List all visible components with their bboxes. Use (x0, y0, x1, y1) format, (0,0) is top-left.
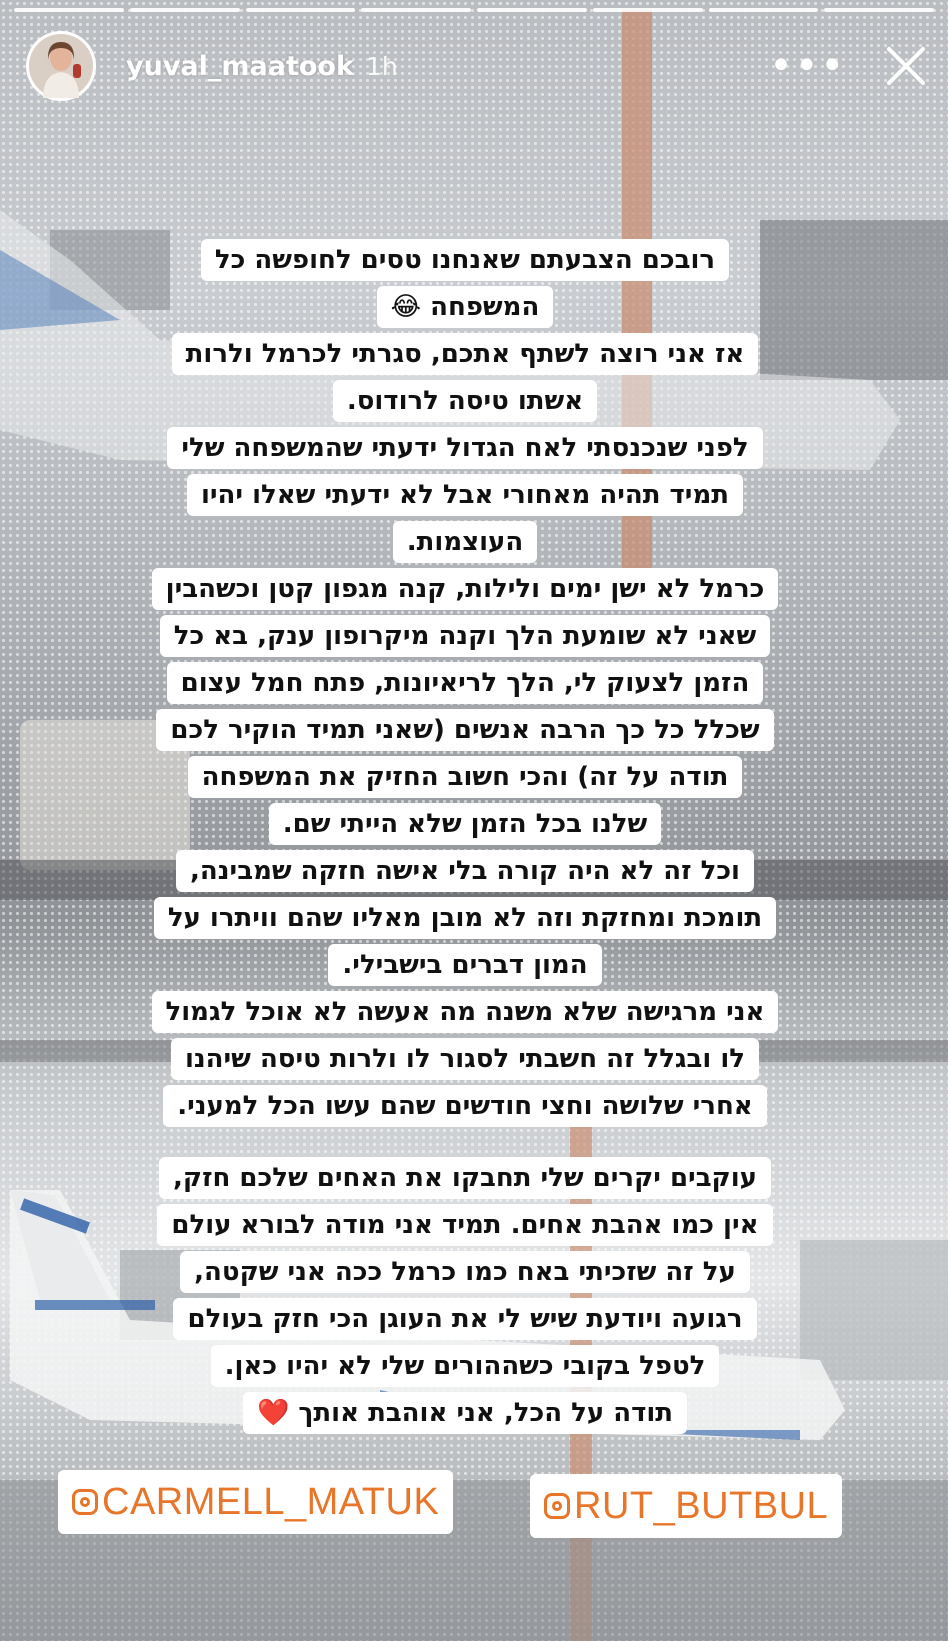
text-line: לטפל בקובי כשההורים שלי לא יהיו כאן. (211, 1345, 720, 1387)
text-line: אז אני רוצה לשתף אתכם, סגרתי לכרמל ולרות (172, 333, 759, 375)
progress-segment (477, 8, 587, 12)
text-line: לו ובגלל זה חשבתי לסגור לו ולרות טיסה שיהנו (171, 1038, 759, 1080)
post-time: 1h (365, 51, 398, 81)
text-line: הזמן לצעוק לי, הלך לריאיונות, פתח חמל עצום (167, 662, 764, 704)
text-line: רגועה ויודעת שיש לי את העוגן הכי חזק בעולם (173, 1298, 756, 1340)
story-header (26, 34, 928, 98)
text-line: העוצמות. (393, 521, 537, 563)
mention-sticker-left[interactable] (58, 1470, 453, 1534)
instagram-mention-icon (72, 1489, 98, 1515)
close-icon[interactable] (884, 44, 928, 88)
progress-segment (361, 8, 471, 12)
text-line: תמיד תהיה מאחורי אבל לא ידעתי שאלו יהיו (187, 474, 743, 516)
text-line: עוקבים יקרים שלי תחבקו את האחים שלכם חזק, (159, 1157, 771, 1199)
text-line: תודה על הכל, אני אוהבת אותך ❤️ (243, 1392, 687, 1434)
text-line: רובכם הצבעתם שאנחנו טסים לחופשה כל (201, 239, 729, 281)
mention-username: RUT_BUTBUL (574, 1484, 829, 1527)
text-line: תודה על זה) והכי חשוב החזיק את המשפחה (188, 756, 743, 798)
text-line: כרמל לא ישן ימים ולילות, קנה מגפון קטן וכשהבין (152, 568, 779, 610)
text-line: שכלל כל כך הרבה אנשים (שאני תמיד הוקיר לכם (156, 709, 773, 751)
text-line: אחרי שלושה וחצי חודשים שהם עשו הכל למעני. (163, 1085, 767, 1127)
text-line: על זה שזכיתי באח כמו כרמל ככה אני שקטה, (180, 1251, 750, 1293)
story-text-second (120, 1156, 810, 1438)
text-line: אשתו טיסה לרודוס. (333, 380, 597, 422)
text-line: אין כמו אהבת אחים. תמיד אני מודה לבורא עולם (157, 1204, 772, 1246)
text-line: תומכת ומחזקת וזה לא מובן מאליו שהם וויתרו על (154, 897, 776, 939)
text-line: המון דברים בישבילי. (328, 944, 601, 986)
text-line: אני מרגישה שלא משנה מה אעשה לא אוכל לגמול (152, 991, 779, 1033)
progress-segment (593, 8, 703, 12)
text-line: שלנו בכל הזמן שלא הייתי שם. (269, 803, 661, 845)
username[interactable]: yuval_maatook (126, 50, 354, 82)
progress-segment (709, 8, 819, 12)
text-line: לפני שנכנסתי לאח הגדול ידעתי שהמשפחה שלי (167, 427, 762, 469)
text-line: וכל זה לא היה קורה בלי אישה חזקה שמבינה, (176, 850, 754, 892)
progress-segment (246, 8, 356, 12)
more-icon[interactable]: ••• (769, 43, 846, 89)
progress-segment (824, 8, 934, 12)
text-line: המשפחה 😂 (377, 286, 554, 328)
story-text-first (120, 238, 810, 1131)
progress-segment (14, 8, 124, 12)
progress-segment (130, 8, 240, 12)
instagram-mention-icon (544, 1493, 570, 1519)
text-line: שאני לא שומעת הלך וקנה מיקרופון ענק, בא כל (160, 615, 771, 657)
avatar[interactable] (26, 31, 96, 101)
mention-username: CARMELL_MATUK (102, 1480, 440, 1523)
story-progress-bar (14, 8, 934, 12)
mention-sticker-right[interactable] (530, 1474, 842, 1538)
